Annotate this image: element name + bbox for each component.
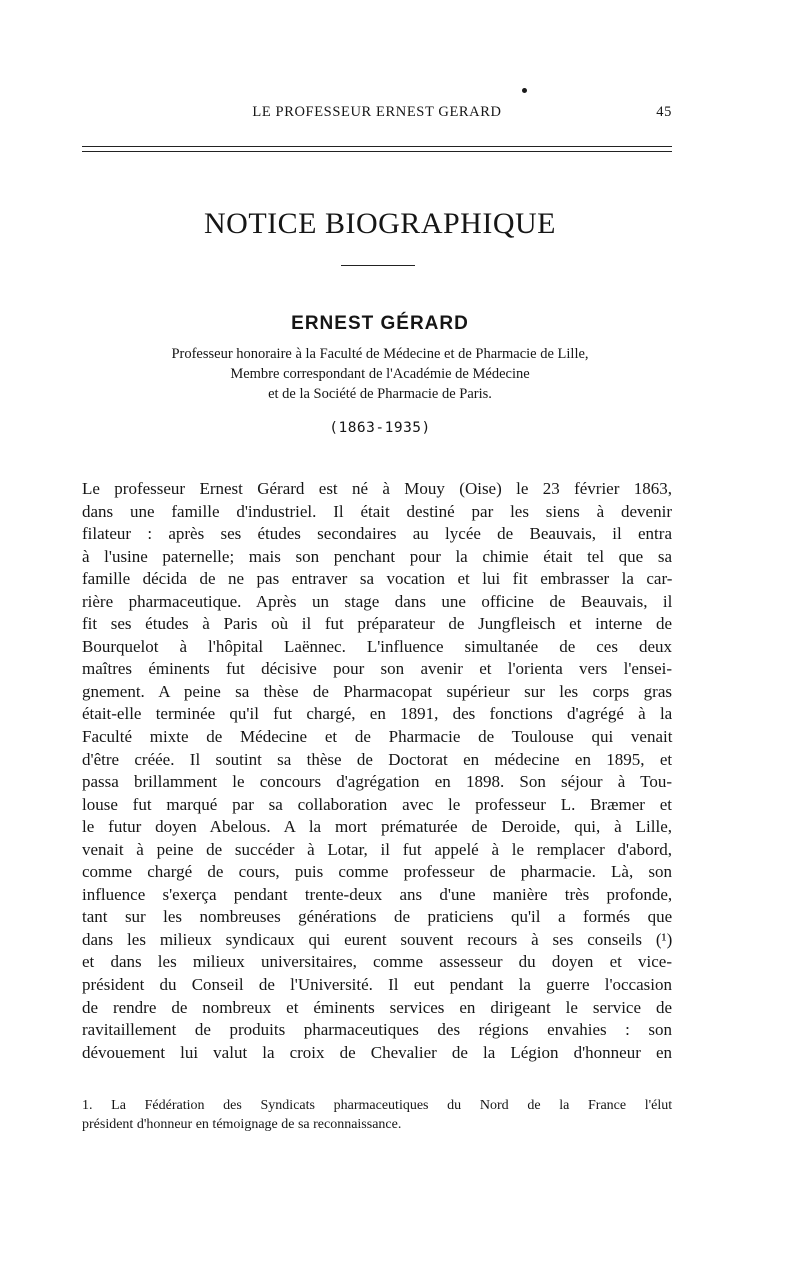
text-line: famille décida de ne pas entraver sa vocation et lui fit embrasser la car- — [82, 569, 673, 589]
text-line: venait à peine de succéder à Lotar, il fut appelé à le remplacer d'abord, — [82, 839, 672, 859]
text-line: le futur doyen Abelous. A la mort prématurée de Deroide, qui, à Lille, — [82, 817, 672, 837]
affiliation-line: et de la Société de Pharmacie de Paris. — [268, 386, 492, 402]
page-title: NOTICE BIOGRAPHIQUE — [204, 207, 556, 240]
running-head-title: LE PROFESSEUR ERNEST GERARD — [252, 104, 502, 120]
text-line: président du Conseil de l'Université. Il eut pendant la guerre l'occasion — [82, 975, 672, 995]
text-line: gnement. A peine sa thèse de Pharmacopat supérieur sur les corps gras — [82, 681, 672, 701]
text-line: rière pharmaceutique. Après un stage dans une officine de Beauvais, il — [82, 591, 673, 611]
biography-text — [82, 478, 672, 1064]
footnote-line: président d'honneur en témoignage de sa reconnaissance. — [82, 1117, 402, 1132]
text-line: et dans les milieux universitaires, comme assesseur du doyen et vice- — [82, 952, 672, 972]
footnote — [82, 1096, 672, 1134]
text-line: de rendre de nombreux et éminents services en dirigeant le service de — [82, 997, 672, 1017]
title-divider — [341, 265, 415, 266]
text-line: louse fut marqué par sa collaboration avec le professeur L. Bræmer et — [82, 794, 672, 814]
text-line: à l'usine paternelle; mais son penchant pour la chimie était tel que sa — [82, 546, 672, 566]
running-head — [82, 104, 672, 126]
text-line: fit ses études à Paris où il fut préparateur de Jungfleisch et interne de — [82, 614, 672, 634]
person-name: ERNEST GÉRARD — [291, 313, 469, 334]
page-number: 45 — [656, 104, 672, 120]
text-line: Faculté mixte de Médecine et de Pharmacie de Toulouse qui venait — [82, 727, 673, 747]
text-line: influence s'exerça pendant trente-deux ans d'une manière très profonde, — [82, 884, 673, 904]
ink-dot — [522, 88, 527, 93]
text-line: d'être créée. Il soutint sa thèse de Doctorat en médecine en 1895, et — [82, 749, 673, 769]
text-line: filateur : après ses études secondaires au lycée de Beauvais, il entra — [82, 524, 672, 544]
text-line: tant sur les nombreuses générations de praticiens qu'il a formés que — [82, 907, 673, 927]
text-line: dans les milieux syndicaux qui eurent souvent recours à ses conseils (¹) — [82, 929, 673, 949]
life-dates: (1863-1935) — [329, 420, 431, 436]
text-line: Le professeur Ernest Gérard est né à Mouy (Oise) le 23 février 1863, — [82, 479, 672, 498]
text-line: ravitaillement de produits pharmaceutiques des régions envahies : son — [82, 1020, 672, 1040]
text-line: comme chargé de cours, puis comme professeur de pharmacie. Là, son — [82, 862, 672, 882]
affiliation-line: Membre correspondant de l'Académie de Médecine — [230, 366, 530, 382]
text-line: Bourquelot à l'hôpital Laënnec. L'influence simultanée de ces deux — [82, 636, 672, 656]
header-double-rule — [82, 146, 672, 152]
text-line: dans une famille d'industriel. Il était destiné par les siens à devenir — [82, 501, 672, 521]
text-line: passa brillamment le concours d'agrégation en 1898. Son séjour à Tou- — [82, 772, 672, 792]
affiliation-line: Professeur honoraire à la Faculté de Médecine et de Pharmacie de Lille, — [171, 346, 589, 362]
footnote-line: 1. La Fédération des Syndicats pharmaceutiques du Nord de la France l'élut — [82, 1098, 673, 1113]
text-line: était-elle terminée qu'il fut chargé, en 1891, des fonctions d'agrégé à la — [82, 704, 673, 724]
text-line: dévouement lui valut la croix de Chevalier de la Légion d'honneur en — [82, 1042, 672, 1062]
text-line: maîtres éminents fut décisive pour son avenir et l'orienta vers l'ensei- — [82, 659, 672, 679]
